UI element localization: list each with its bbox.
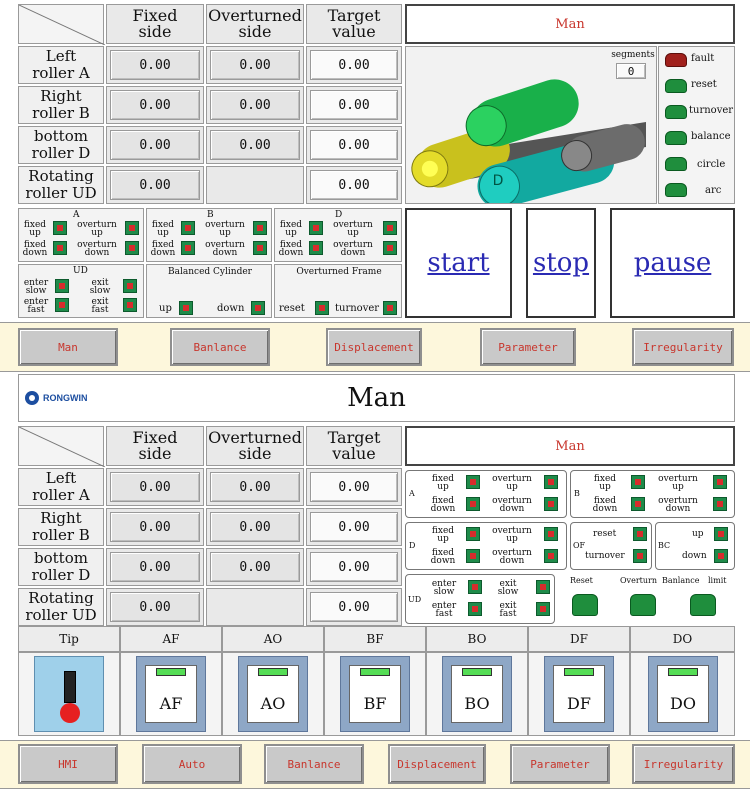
balance-lamp bbox=[665, 131, 687, 145]
b-fixed-up-label: fixed up bbox=[151, 220, 175, 238]
mode-indicator: Man bbox=[405, 4, 735, 44]
d-overturn-up-button[interactable] bbox=[383, 221, 397, 235]
d-fixed-up-label: fixed up bbox=[279, 220, 303, 238]
ctrl-d-title: D bbox=[335, 210, 343, 220]
overturn-limit-lamp bbox=[630, 594, 656, 616]
balanced-up-label: up bbox=[159, 303, 172, 314]
nav-displacement-button[interactable]: Displacement bbox=[326, 328, 422, 366]
header-overturned-side: Overturned side bbox=[206, 4, 304, 44]
nav-parameter-button[interactable]: Parameter bbox=[480, 328, 576, 366]
s2-a-overturn-down-button[interactable] bbox=[544, 497, 558, 511]
s2-ud-exit-fast-button[interactable] bbox=[536, 602, 550, 616]
tip-header: Tip bbox=[18, 626, 120, 652]
status-turnover-label: turnover bbox=[689, 105, 734, 116]
b-fixed-down-button[interactable] bbox=[181, 241, 195, 255]
s2-panel-d bbox=[405, 522, 567, 570]
balanced-down-label: down bbox=[217, 303, 245, 314]
s2-bc-down-button[interactable] bbox=[714, 549, 728, 563]
value-ud-target[interactable]: 0.00 bbox=[310, 170, 398, 200]
row2-label-left-roller-a: Left roller A bbox=[18, 468, 104, 506]
row-label-rotating-roller-ud: Rotating roller UD bbox=[18, 166, 104, 204]
nav2-banlance-button[interactable]: Banlance bbox=[264, 744, 364, 784]
row2-label-rotating-roller-ud: Rotating roller UD bbox=[18, 588, 104, 626]
s2-d-fixed-up-label: fixed up bbox=[431, 526, 455, 544]
ud-enter-slow-label: enter slow bbox=[23, 278, 49, 296]
row-label-bottom-roller-d: bottom roller D bbox=[18, 126, 104, 164]
b-fixed-down-label: fixed down bbox=[150, 240, 176, 258]
header2-target-value: Target value bbox=[306, 426, 402, 466]
nav2-hmi-button[interactable]: HMI bbox=[18, 744, 118, 784]
value-ud-overturned-empty bbox=[206, 166, 304, 204]
s2-a-fixed-up-button[interactable] bbox=[466, 475, 480, 489]
s2-a-title: A bbox=[409, 489, 415, 498]
ctrl-panel-overturned-frame bbox=[274, 264, 402, 318]
nav2-parameter-button[interactable]: Parameter bbox=[510, 744, 610, 784]
s2-ud-exit-fast-label: exit fast bbox=[499, 601, 517, 619]
s2-d-overturn-down-label: overturn down bbox=[492, 548, 532, 566]
s2-bc-title: BC bbox=[658, 541, 671, 550]
s2-a-fixed-down-label: fixed down bbox=[430, 496, 456, 514]
value-d-fixed: 0.00 bbox=[110, 130, 200, 160]
page-title: Man bbox=[347, 383, 406, 413]
s2-d-fixed-down-label: fixed down bbox=[430, 548, 456, 566]
reset-lamp bbox=[665, 79, 687, 93]
table-corner bbox=[18, 4, 104, 44]
s2-d-fixed-up-button[interactable] bbox=[466, 527, 480, 541]
a-overturn-down-button[interactable] bbox=[125, 241, 139, 255]
s2-panel-ud bbox=[405, 574, 555, 624]
ctrl-panel-ud bbox=[18, 264, 144, 318]
a-fixed-up-label: fixed up bbox=[23, 220, 47, 238]
stop-button[interactable]: stop bbox=[526, 208, 596, 318]
a-fixed-down-button[interactable] bbox=[53, 241, 67, 255]
s2-panel-bc bbox=[655, 522, 735, 570]
ctrl-b-title: B bbox=[207, 210, 214, 220]
s2-of-turnover-button[interactable] bbox=[633, 549, 647, 563]
nav2-displacement-button[interactable]: Displacement bbox=[388, 744, 486, 784]
s2-d-title: D bbox=[409, 541, 416, 550]
screen-1 bbox=[0, 0, 750, 372]
s2-b-overturn-up-button[interactable] bbox=[713, 475, 727, 489]
bo-display bbox=[462, 668, 492, 676]
value2-a-fixed: 0.00 bbox=[110, 472, 200, 502]
limit-limit-label: limit bbox=[708, 576, 727, 585]
s2-bc-up-label: up bbox=[692, 529, 704, 539]
value2-b-fixed: 0.00 bbox=[110, 512, 200, 542]
header2-fixed-side: Fixed side bbox=[106, 426, 204, 466]
ao-display bbox=[258, 668, 288, 676]
ctrl-a-title: A bbox=[73, 210, 80, 220]
banlance-limit-lamp bbox=[690, 594, 716, 616]
a-overturn-up-button[interactable] bbox=[125, 221, 139, 235]
row2-label-right-roller-b: Right roller B bbox=[18, 508, 104, 546]
s2-ud-enter-fast-button[interactable] bbox=[468, 602, 482, 616]
nav-irregularity-button[interactable]: Irregularity bbox=[632, 328, 734, 366]
tip-thermometer-icon bbox=[34, 656, 104, 732]
tip-do-header: DO bbox=[630, 626, 735, 652]
header2-overturned-side: Overturned side bbox=[206, 426, 304, 466]
title-bar bbox=[18, 374, 735, 422]
logo-text: RONGWIN bbox=[43, 393, 88, 403]
s2-of-title: OF bbox=[573, 541, 586, 550]
limit-banlance-label: Banlance bbox=[662, 576, 700, 585]
b-overturn-down-label: overturn down bbox=[205, 240, 245, 258]
limit-overturn-label: Overturn bbox=[620, 576, 657, 585]
a-overturn-up-label: overturn up bbox=[77, 220, 117, 238]
limit-reset-label: Reset bbox=[570, 576, 593, 585]
frame-turnover-button[interactable] bbox=[383, 301, 397, 315]
value2-d-target[interactable]: 0.00 bbox=[310, 552, 398, 582]
value-b-overturned: 0.00 bbox=[210, 90, 300, 120]
s2-of-reset-label: reset bbox=[593, 529, 617, 539]
ctrl-panel-a bbox=[18, 208, 144, 262]
reset-limit-lamp bbox=[572, 594, 598, 616]
frame-turnover-label: turnover bbox=[335, 303, 380, 314]
s2-b-title: B bbox=[574, 489, 580, 498]
ud-enter-fast-label: enter fast bbox=[23, 297, 49, 315]
status-panel bbox=[658, 46, 735, 204]
s2-b-fixed-up-label: fixed up bbox=[593, 474, 617, 492]
s2-a-overturn-down-label: overturn down bbox=[492, 496, 532, 514]
row-label-right-roller-b: Right roller B bbox=[18, 86, 104, 124]
s2-bc-down-label: down bbox=[682, 551, 707, 561]
s2-d-overturn-up-label: overturn up bbox=[492, 526, 532, 544]
s2-a-fixed-down-button[interactable] bbox=[466, 497, 480, 511]
tip-ao-header: AO bbox=[222, 626, 324, 652]
s2-panel-a bbox=[405, 470, 567, 518]
s2-ud-title: UD bbox=[408, 595, 422, 604]
s2-ud-enter-slow-label: enter slow bbox=[431, 579, 457, 597]
status-circle-label: circle bbox=[697, 159, 726, 170]
s2-of-reset-button[interactable] bbox=[633, 527, 647, 541]
diagonal-divider bbox=[19, 5, 105, 45]
ud-enter-slow-button[interactable] bbox=[55, 279, 69, 293]
s2-b-overturn-up-label: overturn up bbox=[658, 474, 698, 492]
s2-b-fixed-up-button[interactable] bbox=[631, 475, 645, 489]
s2-a-overturn-up-button[interactable] bbox=[544, 475, 558, 489]
ud-exit-slow-button[interactable] bbox=[123, 279, 137, 293]
balanced-down-button[interactable] bbox=[251, 301, 265, 315]
roller-d-text: D bbox=[492, 173, 504, 189]
df-device-label: DF bbox=[567, 694, 591, 713]
s2-a-overturn-up-label: overturn up bbox=[492, 474, 532, 492]
s2-b-fixed-down-label: fixed down bbox=[592, 496, 618, 514]
ctrl-panel-balanced-cylinder bbox=[146, 264, 272, 318]
value-d-overturned: 0.00 bbox=[210, 130, 300, 160]
b-overturn-down-button[interactable] bbox=[253, 241, 267, 255]
b-fixed-up-button[interactable] bbox=[181, 221, 195, 235]
nav2-irregularity-button[interactable]: Irregularity bbox=[632, 744, 735, 784]
segments-input[interactable]: 0 bbox=[616, 63, 646, 79]
nav2-auto-button[interactable]: Auto bbox=[142, 744, 242, 784]
tip-bf-header: BF bbox=[324, 626, 426, 652]
ctrl-ud-title: UD bbox=[73, 266, 88, 276]
tip-af-header: AF bbox=[120, 626, 222, 652]
a-fixed-down-label: fixed down bbox=[22, 240, 48, 258]
fault-lamp bbox=[665, 53, 687, 67]
s2-panel-b bbox=[570, 470, 735, 518]
value2-b-overturned: 0.00 bbox=[210, 512, 300, 542]
ud-enter-fast-button[interactable] bbox=[55, 298, 69, 312]
s2-b-overturn-down-label: overturn down bbox=[658, 496, 698, 514]
d-fixed-down-label: fixed down bbox=[278, 240, 304, 258]
circle-lamp bbox=[665, 157, 687, 171]
tip-tube bbox=[64, 671, 76, 703]
b-overturn-up-button[interactable] bbox=[253, 221, 267, 235]
status-reset-label: reset bbox=[691, 79, 717, 90]
value2-ud-fixed: 0.00 bbox=[110, 592, 200, 622]
roller-diagram bbox=[405, 46, 657, 204]
rongwin-logo bbox=[24, 390, 88, 406]
s2-ud-exit-slow-label: exit slow bbox=[497, 579, 519, 597]
mode-indicator-2: Man bbox=[405, 426, 735, 466]
diagonal-divider bbox=[19, 427, 105, 467]
start-button[interactable]: start bbox=[405, 208, 512, 318]
s2-bc-up-button[interactable] bbox=[714, 527, 728, 541]
nav-banlance-button[interactable]: Banlance bbox=[170, 328, 270, 366]
tip-bulb bbox=[60, 703, 80, 723]
d-overturn-down-label: overturn down bbox=[333, 240, 373, 258]
b-overturn-up-label: overturn up bbox=[205, 220, 245, 238]
ud-exit-fast-label: exit fast bbox=[91, 297, 109, 315]
d-overturn-up-label: overturn up bbox=[333, 220, 373, 238]
limit-lamps bbox=[558, 574, 735, 624]
s2-b-overturn-down-button[interactable] bbox=[713, 497, 727, 511]
value2-a-target[interactable]: 0.00 bbox=[310, 472, 398, 502]
overturned-frame-title: Overturned Frame bbox=[296, 267, 382, 277]
status-fault-label: fault bbox=[691, 53, 715, 64]
d-overturn-down-button[interactable] bbox=[383, 241, 397, 255]
bo-device-label: BO bbox=[464, 694, 490, 713]
s2-ud-enter-slow-button[interactable] bbox=[468, 580, 482, 594]
s2-d-overturn-down-button[interactable] bbox=[544, 549, 558, 563]
value-a-target[interactable]: 0.00 bbox=[310, 50, 398, 80]
value2-d-fixed: 0.00 bbox=[110, 552, 200, 582]
tip-bo-header: BO bbox=[426, 626, 528, 652]
d-fixed-down-button[interactable] bbox=[309, 241, 323, 255]
value-b-target[interactable]: 0.00 bbox=[310, 90, 398, 120]
balanced-up-button[interactable] bbox=[179, 301, 193, 315]
s2-of-turnover-label: turnover bbox=[585, 551, 625, 561]
pause-button[interactable]: pause bbox=[610, 208, 735, 318]
do-display bbox=[668, 668, 698, 676]
value-ud-fixed: 0.00 bbox=[110, 170, 200, 200]
table-corner-2 bbox=[18, 426, 104, 466]
header-target-value: Target value bbox=[306, 4, 402, 44]
turnover-lamp bbox=[665, 105, 687, 119]
s2-ud-enter-fast-label: enter fast bbox=[431, 601, 457, 619]
row-label-left-roller-a: Left roller A bbox=[18, 46, 104, 84]
balanced-cylinder-title: Balanced Cylinder bbox=[168, 267, 252, 277]
header-fixed-side: Fixed side bbox=[106, 4, 204, 44]
value-d-target[interactable]: 0.00 bbox=[310, 130, 398, 160]
s2-a-fixed-up-label: fixed up bbox=[431, 474, 455, 492]
s2-b-fixed-down-button[interactable] bbox=[631, 497, 645, 511]
frame-reset-label: reset bbox=[279, 303, 305, 314]
ctrl-panel-d bbox=[274, 208, 402, 262]
bf-device-label: BF bbox=[363, 694, 387, 713]
ao-device-label: AO bbox=[260, 694, 286, 713]
value2-a-overturned: 0.00 bbox=[210, 472, 300, 502]
value2-ud-overturned-empty bbox=[206, 588, 304, 626]
value2-b-target[interactable]: 0.00 bbox=[310, 512, 398, 542]
segments-label: segments bbox=[611, 50, 655, 60]
tip-df-header: DF bbox=[528, 626, 630, 652]
screen-2 bbox=[0, 374, 750, 789]
nav-man-button[interactable]: Man bbox=[18, 328, 118, 366]
ud-exit-fast-button[interactable] bbox=[123, 298, 137, 312]
value2-ud-target[interactable]: 0.00 bbox=[310, 592, 398, 622]
bf-display bbox=[360, 668, 390, 676]
value2-d-overturned: 0.00 bbox=[210, 552, 300, 582]
a-overturn-down-label: overturn down bbox=[77, 240, 117, 258]
value-a-overturned: 0.00 bbox=[210, 50, 300, 80]
d-fixed-up-button[interactable] bbox=[309, 221, 323, 235]
gear-logo-icon bbox=[24, 390, 40, 406]
df-display bbox=[564, 668, 594, 676]
value-a-fixed: 0.00 bbox=[110, 50, 200, 80]
s2-d-fixed-down-button[interactable] bbox=[466, 549, 480, 563]
value-b-fixed: 0.00 bbox=[110, 90, 200, 120]
ctrl-panel-b bbox=[146, 208, 272, 262]
status-balance-label: balance bbox=[691, 131, 731, 142]
s2-ud-exit-slow-button[interactable] bbox=[536, 580, 550, 594]
ud-exit-slow-label: exit slow bbox=[89, 278, 111, 296]
status-arc-label: arc bbox=[705, 185, 722, 196]
do-device-label: DO bbox=[670, 694, 696, 713]
a-fixed-up-button[interactable] bbox=[53, 221, 67, 235]
af-display bbox=[156, 668, 186, 676]
frame-reset-button[interactable] bbox=[315, 301, 329, 315]
s2-d-overturn-up-button[interactable] bbox=[544, 527, 558, 541]
arc-lamp bbox=[665, 183, 687, 197]
row2-label-bottom-roller-d: bottom roller D bbox=[18, 548, 104, 586]
af-device-label: AF bbox=[159, 694, 183, 713]
s2-panel-of bbox=[570, 522, 652, 570]
